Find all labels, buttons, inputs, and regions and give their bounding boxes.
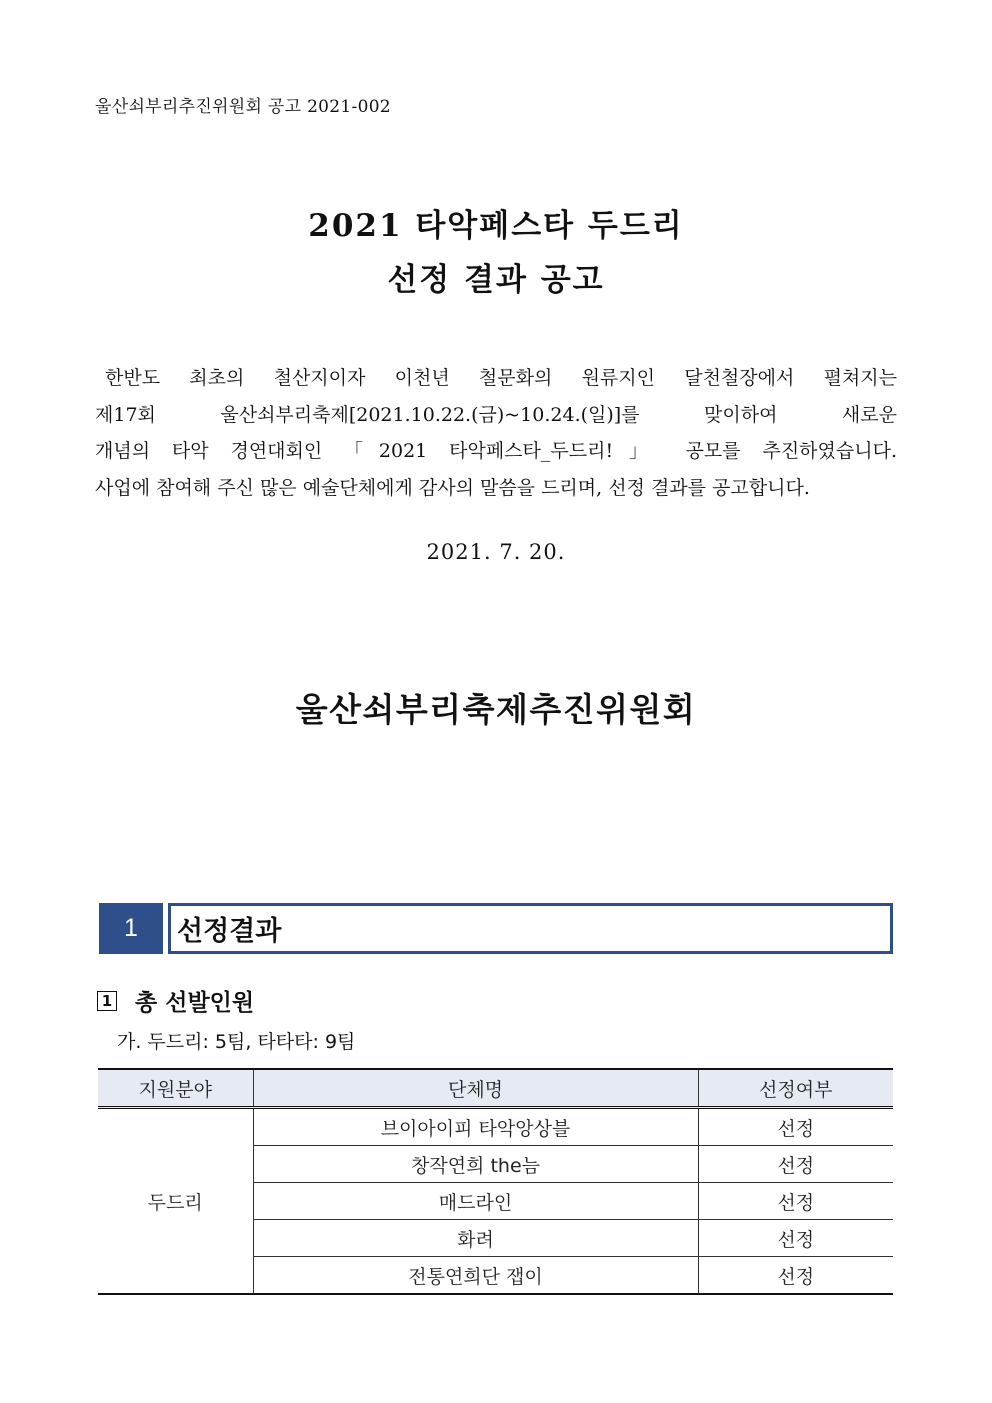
table-row [98,1108,893,1146]
announcement-body [95,360,897,506]
body-line-1: 한반도 최초의 철산지이자 이천년 철문화의 원류지인 달천철장에서 펼쳐지는 [105,367,897,389]
section-header [99,903,893,954]
header-selection: 선정여부 [698,1069,893,1108]
group-name-cell: 화려 [253,1220,698,1257]
section-number: 1 [99,903,163,954]
field-cell: 두드리 [98,1108,253,1295]
notice-number: 울산쇠부리추진위원회 공고 2021-002 [95,97,391,117]
section-title: 선정결과 [168,903,893,954]
header-field: 지원분야 [98,1069,253,1108]
header-group-name: 단체명 [253,1069,698,1108]
table-header-row [98,1069,893,1108]
group-name-cell: 창작연희 the늠 [253,1146,698,1183]
status-cell: 선정 [698,1146,893,1183]
group-name-cell: 브이아이피 타악앙상블 [253,1108,698,1146]
group-name-cell: 전통연희단 잽이 [253,1257,698,1295]
subsection-item: 가. 두드리: 5팀, 타타타: 9팀 [117,1031,356,1053]
status-cell: 선정 [698,1220,893,1257]
body-line-3: 개념의 타악 경연대회인 「2021 타악페스타_두드리!」 공모를 추진하였습니다. [95,440,897,462]
organizer-name: 울산쇠부리축제추진위원회 [295,690,697,729]
document-subtitle: 선정 결과 공고 [387,262,605,298]
group-name-cell: 매드라인 [253,1183,698,1220]
subsection-title: 총 선발인원 [135,990,255,1016]
announcement-date: 2021. 7. 20. [426,540,566,564]
document-title: 2021 타악페스타 두드리 [308,208,684,244]
body-line-2: 제17회 울산쇠부리축제[2021.10.22.(금)~10.24.(일)]를 맞이하여 새로운 [95,403,897,426]
status-cell: 선정 [698,1257,893,1295]
status-cell: 선정 [698,1183,893,1220]
body-line-4: 사업에 참여해 주신 많은 예술단체에게 감사의 말씀을 드리며, 선정 결과를 공고합니다. [95,476,810,499]
status-cell: 선정 [698,1108,893,1146]
results-table [98,1068,893,1295]
boxed-number-icon: 1 [97,991,117,1011]
subsection-heading [97,984,254,1017]
